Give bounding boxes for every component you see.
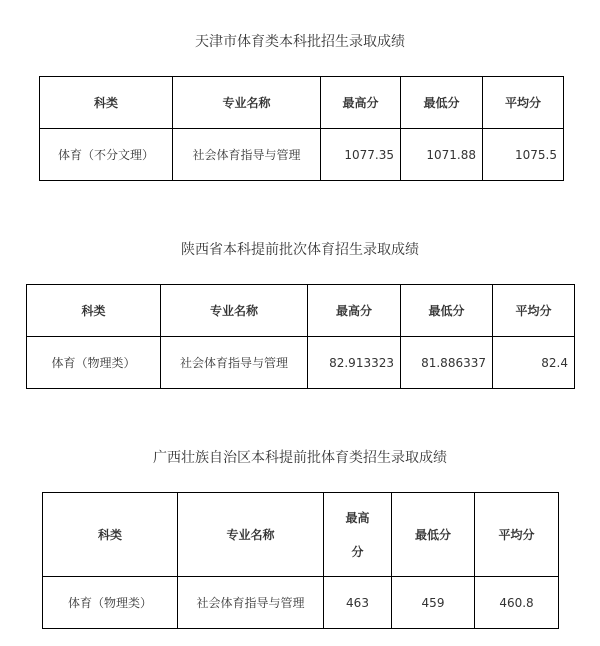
cell-major: 社会体育指导与管理 <box>178 577 324 629</box>
header-min-score: 最低分 <box>401 285 493 337</box>
table-header-row <box>40 77 564 129</box>
table-1-title: 天津市体育类本科批招生录取成绩 <box>195 34 405 50</box>
header-min-score: 最低分 <box>392 493 475 577</box>
table-3-title: 广西壮族自治区本科提前批体育类招生录取成绩 <box>153 450 447 466</box>
header-major: 专业名称 <box>178 493 324 577</box>
header-avg-score: 平均分 <box>475 493 559 577</box>
header-category: 科类 <box>40 77 173 129</box>
cell-major: 社会体育指导与管理 <box>161 337 308 389</box>
cell-max-score: 1077.35 <box>321 129 401 181</box>
cell-max-score: 463 <box>324 577 392 629</box>
cell-min-score: 1071.88 <box>401 129 483 181</box>
cell-avg-score: 82.4 <box>493 337 575 389</box>
cell-min-score: 459 <box>392 577 475 629</box>
header-avg-score: 平均分 <box>493 285 575 337</box>
table-header-row <box>43 493 559 577</box>
header-avg-score: 平均分 <box>483 77 564 129</box>
header-category: 科类 <box>43 493 178 577</box>
cell-category: 体育（不分文理） <box>40 129 173 181</box>
table-row <box>43 577 559 629</box>
header-max-score: 最高分 <box>324 493 392 577</box>
cell-max-score: 82.913323 <box>308 337 401 389</box>
header-major: 专业名称 <box>161 285 308 337</box>
cell-category: 体育（物理类） <box>43 577 178 629</box>
cell-avg-score: 1075.5 <box>483 129 564 181</box>
header-major: 专业名称 <box>173 77 321 129</box>
guangxi-score-table <box>42 492 559 629</box>
header-max-score: 最高分 <box>321 77 401 129</box>
table-row <box>40 129 564 181</box>
shaanxi-score-table <box>26 284 575 389</box>
header-min-score: 最低分 <box>401 77 483 129</box>
cell-major: 社会体育指导与管理 <box>173 129 321 181</box>
tianjin-score-table <box>39 76 564 181</box>
cell-avg-score: 460.8 <box>475 577 559 629</box>
header-category: 科类 <box>27 285 161 337</box>
header-max-score: 最高分 <box>308 285 401 337</box>
table-2-title: 陕西省本科提前批次体育招生录取成绩 <box>181 242 419 258</box>
table-header-row <box>27 285 575 337</box>
cell-category: 体育（物理类） <box>27 337 161 389</box>
table-row <box>27 337 575 389</box>
cell-min-score: 81.886337 <box>401 337 493 389</box>
